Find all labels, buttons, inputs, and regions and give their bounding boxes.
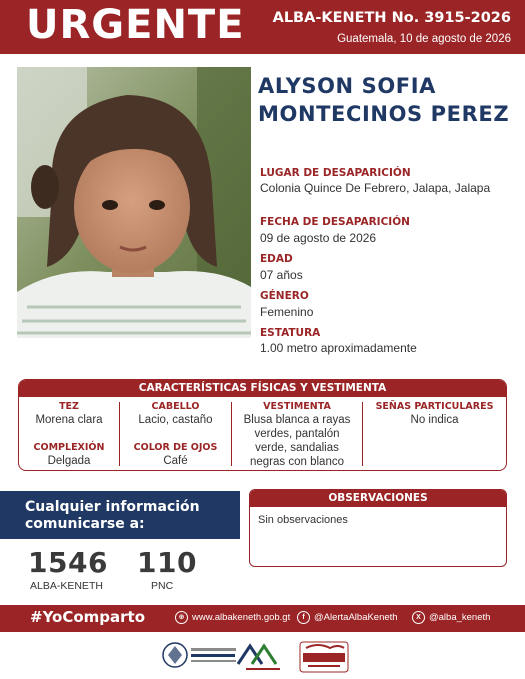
pgn-logo: [236, 644, 284, 670]
website-text: www.albakeneth.gob.gt: [192, 612, 291, 623]
place-value: Colonia Quince De Febrero, Jalapa, Jalapa: [260, 181, 491, 195]
person-name: [258, 72, 509, 128]
x-icon: X: [412, 611, 425, 624]
contact-banner: [0, 491, 240, 539]
tez-value: Morena clara: [35, 414, 103, 426]
name-line-2: MONTECINOS PEREZ: [258, 102, 510, 126]
senas-label: SEÑAS PARTICULARES: [375, 401, 494, 412]
place-label: LUGAR DE DESAPARICIÓN: [260, 167, 411, 179]
missing-person-photo: [17, 67, 251, 338]
gender-label: GÉNERO: [260, 290, 309, 302]
twitter-link[interactable]: [412, 611, 490, 624]
alert-number: ALBA-KENETH No. 3915-2026: [272, 10, 511, 26]
cabello-value: Lacio, castaño: [138, 414, 213, 426]
website-link[interactable]: [175, 611, 290, 624]
date-value: 09 de agosto de 2026: [260, 231, 377, 245]
twitter-text: @alba_keneth: [429, 612, 491, 623]
phone-pnc-label: PNC: [151, 580, 174, 592]
vestimenta-label: VESTIMENTA: [263, 401, 331, 412]
height-label: ESTATURA: [260, 327, 321, 339]
facebook-text: @AlertaAlbaKeneth: [314, 612, 398, 623]
height-value: 1.00 metro aproximadamente: [260, 341, 417, 355]
vestimenta-line: verdes, pantalón: [254, 428, 340, 440]
tez-label: TEZ: [59, 401, 79, 412]
phone-alba-keneth: 1546: [28, 546, 108, 579]
age-value: 07 años: [260, 268, 303, 282]
footer-banner: [0, 605, 525, 632]
alert-date: Guatemala, 10 de agosto de 2026: [337, 33, 511, 45]
header-banner: [0, 0, 525, 54]
cabello-label: CABELLO: [151, 401, 200, 412]
vestimenta-line: Blusa blanca a rayas: [243, 414, 351, 426]
vestimenta-line: negras con blanco: [250, 456, 344, 468]
facebook-link[interactable]: [297, 611, 398, 624]
complexion-value: Delgada: [47, 455, 91, 467]
eye-color-value: Café: [163, 455, 188, 467]
characteristics-panel: [18, 379, 507, 471]
hashtag: #YoComparto: [30, 608, 146, 626]
gender-value: Femenino: [260, 305, 314, 319]
phone-pnc: 110: [137, 546, 197, 579]
observations-text: Sin observaciones: [258, 514, 348, 526]
coordinadora-logo: [163, 643, 241, 667]
contact-line-2: comunicarse a:: [25, 516, 145, 532]
alerta-alba-keneth-logo: [300, 642, 348, 672]
logos-row: [0, 638, 525, 678]
vestimenta-value: [232, 413, 362, 469]
urgent-title: URGENTE: [26, 2, 245, 48]
age-label: EDAD: [260, 253, 293, 265]
characteristics-title: CARACTERÍSTICAS FÍSICAS Y VESTIMENTA: [19, 380, 506, 397]
contact-line-1: Cualquier información: [25, 499, 200, 515]
vestimenta-line: verde, sandalias: [255, 442, 339, 454]
eye-color-label: COLOR DE OJOS: [133, 442, 218, 453]
phone-alba-keneth-label: ALBA-KENETH: [30, 580, 103, 592]
name-line-1: ALYSON SOFIA: [258, 74, 437, 98]
observations-panel: [249, 489, 507, 567]
observations-title: OBSERVACIONES: [250, 490, 506, 507]
senas-value: No indica: [410, 414, 459, 426]
globe-icon: ⊕: [175, 611, 188, 624]
date-label: FECHA DE DESAPARICIÓN: [260, 216, 410, 228]
complexion-label: COMPLEXIÓN: [33, 442, 105, 453]
facebook-icon: f: [297, 611, 310, 624]
